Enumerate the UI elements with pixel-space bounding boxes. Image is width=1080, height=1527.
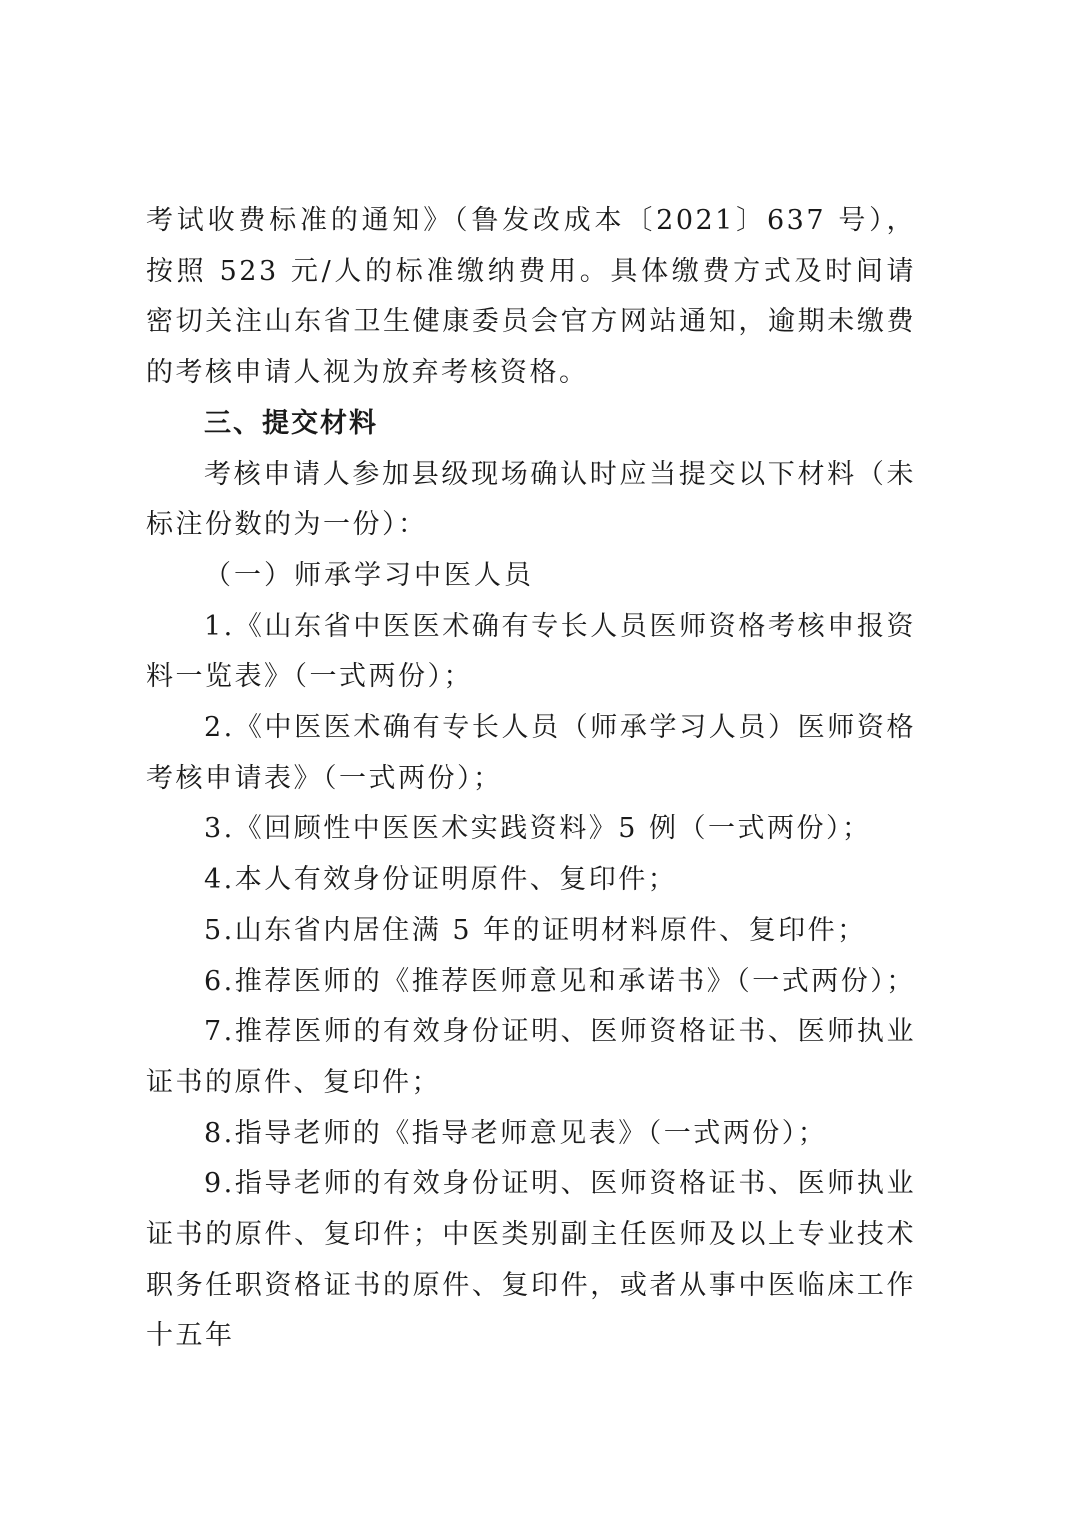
list-item: 6.推荐医师的《推荐医师意见和承诺书》（一式两份）； [204,965,916,997]
list-item: 8.指导老师的《指导老师意见表》（一式两份）； [204,1117,828,1149]
list-item: 1.《山东省中医医术确有专长人员医师资格考核申报资料一览表》（一式两份）； [146,610,916,693]
list-item: 7.推荐医师的有效身份证明、医师资格证书、医师执业证书的原件、复印件； [146,1016,916,1098]
list-item: 9.指导老师的有效身份证明、医师资格证书、医师执业证书的原件、复印件；中医类别副主任医师及以上专业技术职务任职资格证书的原件、复印件，或者从事中医临床工作十五年 [146,1168,916,1352]
list-item: 3.《回顾性中医医术实践资料》5 例（一式两份）； [204,813,872,845]
section-heading: 三、提交材料 [204,407,378,439]
document-body [146,196,916,1362]
subsection-heading: （一）师承学习中医人员 [204,559,534,591]
list-item: 4.本人有效身份证明原件、复印件； [204,864,678,896]
section-intro: 考核申请人参加县级现场确认时应当提交以下材料（未标注份数的为一份）： [146,458,916,541]
list-item: 2.《中医医术确有专长人员（师承学习人员）医师资格考核申请表》（一式两份）； [146,712,916,794]
list-item: 5.山东省内居住满 5 年的证明材料原件、复印件； [204,914,867,946]
intro-paragraph: 考试收费标准的通知》（鲁发改成本〔2021〕637 号），按照 523 元/人的标准缴纳费用。具体缴费方式及时间请密切关注山东省卫生健康委员会官方网站通知，逾期未缴费的考核申请人视为放弃考核资格。 [146,205,916,389]
